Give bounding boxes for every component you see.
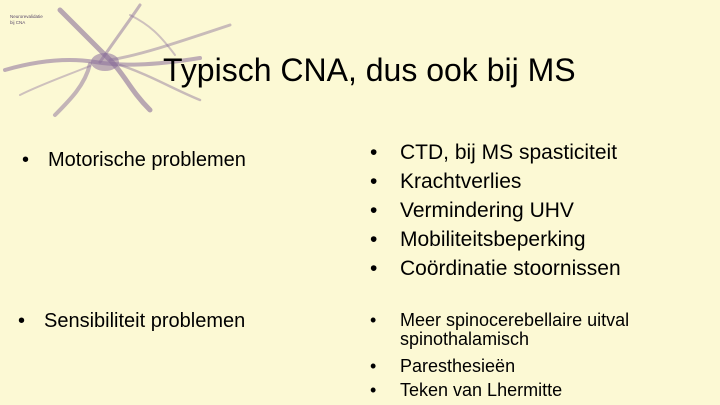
list-item-text: Coördinatie stoornissen [400, 257, 621, 280]
list-item [366, 138, 621, 167]
list-item-text: Krachtverlies [400, 170, 522, 193]
bullet-glyph: • [370, 228, 378, 251]
list-item [366, 378, 629, 402]
list-item [366, 225, 621, 254]
left-item-label: Sensibiliteit problemen [44, 310, 246, 332]
list-item-text: Meer spinocerebellaire uitval [400, 310, 630, 330]
bullet-glyph: • [370, 199, 378, 222]
bullet-glyph: • [370, 257, 378, 280]
list-item-text-continued: spinothalamisch [400, 329, 530, 349]
list-item [366, 167, 621, 196]
list-item [366, 311, 629, 354]
list-item-text: Teken van Lhermitte [400, 380, 563, 400]
logo-text [10, 14, 70, 26]
left-bullet-item [22, 148, 246, 172]
list-item-text: CTD, bij MS spasticiteit [400, 141, 618, 164]
bullet-glyph: • [22, 149, 30, 171]
right-bottom-list [366, 311, 629, 402]
bullet-glyph: • [18, 310, 26, 332]
logo-line: Neurorevalidatie [10, 14, 43, 19]
list-item [366, 254, 621, 283]
right-top-list [366, 138, 621, 283]
bullet-glyph: • [370, 141, 378, 164]
logo-line: bij CNA [10, 20, 26, 25]
list-item-text: Paresthesieën [400, 356, 516, 376]
bullet-glyph: • [370, 380, 377, 400]
list-item [366, 196, 621, 225]
left-item-label: Motorische problemen [48, 149, 246, 171]
bullet-glyph: • [370, 310, 377, 330]
list-item-text: Vermindering UHV [400, 199, 574, 222]
slide-title: Typisch CNA, dus ook bij MS [163, 52, 576, 88]
bullet-glyph: • [370, 356, 377, 376]
list-item [366, 354, 629, 378]
bullet-glyph: • [370, 170, 378, 193]
left-bullet-item [18, 309, 245, 333]
list-item-text: Mobiliteitsbeperking [400, 228, 586, 251]
